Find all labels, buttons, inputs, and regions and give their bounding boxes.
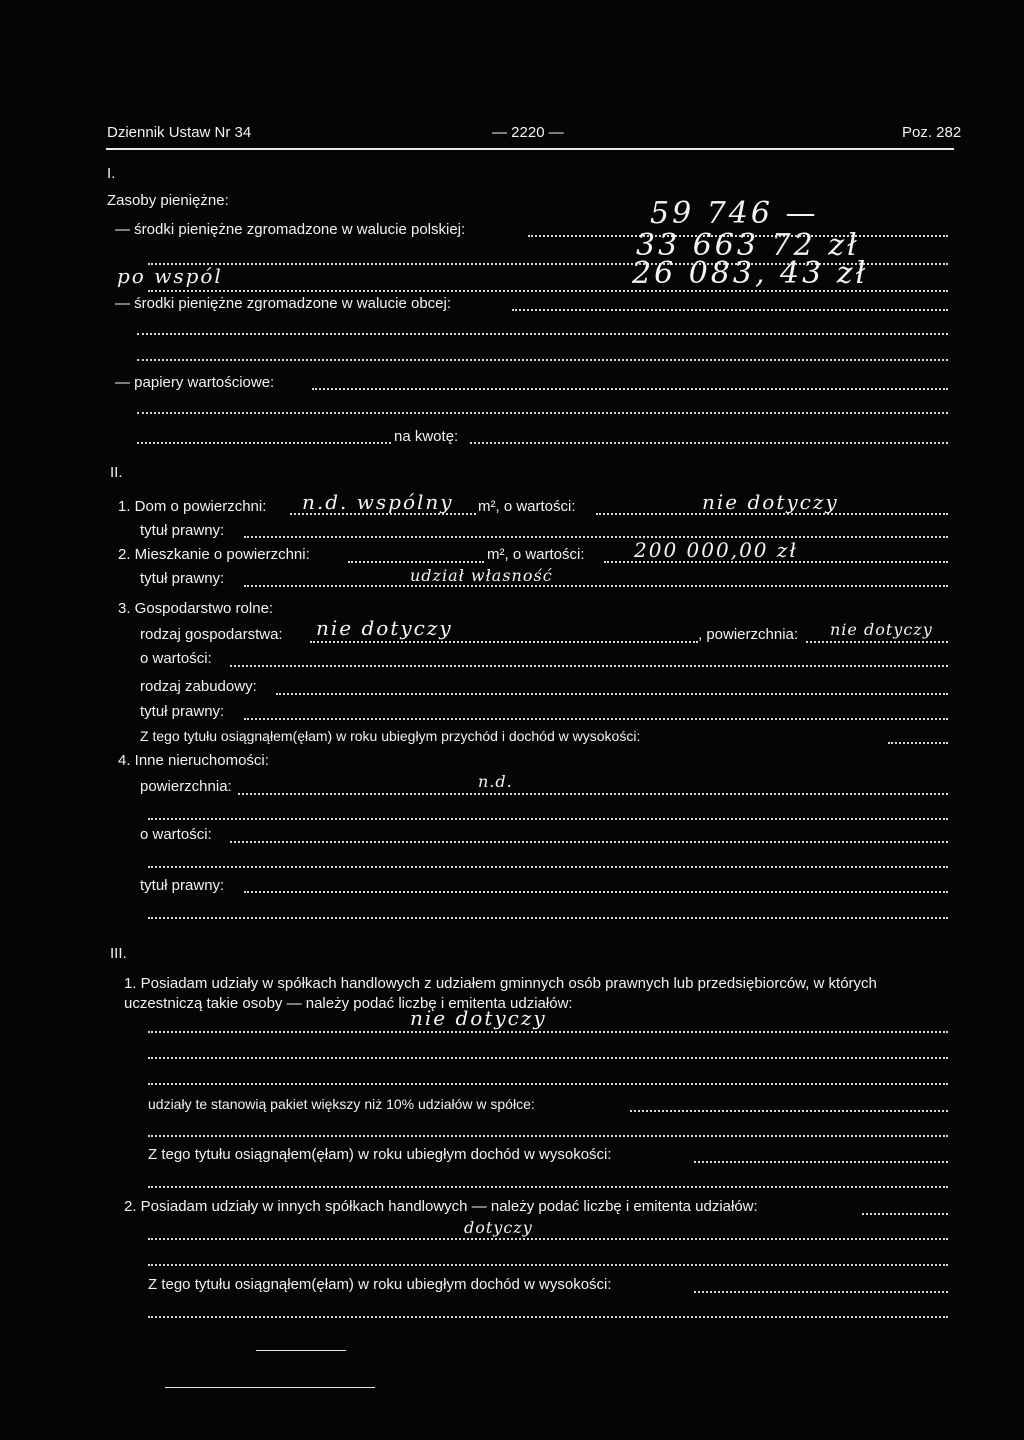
pln-funds-hw-3-prefix: po wspól xyxy=(117,264,223,288)
farm-type-label: rodzaj gospodarstwa: xyxy=(140,626,283,643)
other-value-line xyxy=(230,841,948,843)
other-property-label: 4. Inne nieruchomości: xyxy=(118,752,269,769)
foreign-funds-line-2 xyxy=(137,333,948,335)
foreign-funds-label: — środki pieniężne zgromadzone w walucie obcej: xyxy=(115,295,452,312)
securities-amount-line-pre xyxy=(137,442,391,444)
flat-label: 2. Mieszkanie o powierzchni: xyxy=(118,546,310,563)
other-area-hw: n.d. xyxy=(478,772,513,791)
shares-other-text: 2. Posiadam udziały w innych spółkach handlowych — należy podać liczbę i emitenta udziałów: xyxy=(124,1198,758,1215)
shares-other-income-line xyxy=(694,1291,948,1293)
flat-value-hw: 200 000,00 zł xyxy=(634,538,798,562)
other-area-line-2 xyxy=(148,818,948,820)
flat-title-line xyxy=(244,585,948,587)
header-page-number: — 2220 — xyxy=(492,124,564,141)
house-unit-label: m², o wartości: xyxy=(478,498,576,515)
farm-buildings-line xyxy=(276,693,948,695)
shares-municipal-income-label: Z tego tytułu osiągnąłem(ęłam) w roku ubiegłym dochód w wysokości: xyxy=(148,1146,612,1163)
shares-over10-line-2 xyxy=(148,1135,948,1137)
shares-municipal-income-line xyxy=(694,1161,948,1163)
securities-label: — papiery wartościowe: xyxy=(115,374,275,391)
shares-other-line-1 xyxy=(862,1213,948,1215)
flat-unit-label: m², o wartości: xyxy=(487,546,585,563)
shares-other-line-3 xyxy=(148,1264,948,1266)
bottom-mark-1 xyxy=(256,1350,346,1351)
header-rule xyxy=(106,148,954,150)
pln-funds-hw-2: 33 663 72 zł xyxy=(636,228,860,263)
shares-other-income-label: Z tego tytułu osiągnąłem(ęłam) w roku ubiegłym dochód w wysokości: xyxy=(148,1276,612,1293)
farm-area-hw: nie dotyczy xyxy=(830,620,933,639)
pln-funds-hw-1: 59 746 — xyxy=(650,196,819,231)
foreign-funds-line-1 xyxy=(512,309,948,311)
other-value-line-2 xyxy=(148,866,948,868)
header-journal: Dziennik Ustaw Nr 34 xyxy=(107,124,252,141)
house-title-label: tytuł prawny: xyxy=(140,522,225,539)
other-title-line xyxy=(244,891,948,893)
shares-municipal-line-2 xyxy=(148,1057,948,1059)
farm-value-line xyxy=(230,665,948,667)
header-position: Poz. 282 xyxy=(902,124,962,141)
securities-amount-label: na kwotę: xyxy=(394,428,459,445)
farm-label: 3. Gospodarstwo rolne: xyxy=(118,600,274,617)
shares-over10-label: udziały te stanowią pakiet większy niż 10% udziałów w spółce: xyxy=(148,1096,535,1112)
farm-title-line xyxy=(244,718,948,720)
flat-title-hw: udział własność xyxy=(410,566,553,585)
house-label: 1. Dom o powierzchni: xyxy=(118,498,267,515)
section-2-number: II. xyxy=(110,464,123,481)
flat-title-label: tytuł prawny: xyxy=(140,570,225,587)
house-area-hw: n.d. wspólny xyxy=(302,490,454,514)
other-value-label: o wartości: xyxy=(140,826,212,843)
section-3-number: III. xyxy=(110,945,127,962)
other-title-label: tytuł prawny: xyxy=(140,877,225,894)
securities-line-1 xyxy=(312,388,948,390)
farm-type-hw: nie dotyczy xyxy=(316,616,453,640)
bottom-mark-2 xyxy=(165,1387,375,1388)
farm-income-line xyxy=(888,742,948,744)
shares-municipal-line-3 xyxy=(148,1083,948,1085)
foreign-funds-line-3 xyxy=(137,359,948,361)
farm-income-label: Z tego tytułu osiągnąłem(ęłam) w roku ubiegłym przychód i dochód w wysokości: xyxy=(140,728,641,744)
section-1-number: I. xyxy=(107,165,116,182)
farm-value-label: o wartości: xyxy=(140,650,212,667)
shares-municipal-line-1 xyxy=(148,1031,948,1033)
farm-area-line xyxy=(806,641,948,643)
farm-buildings-label: rodzaj zabudowy: xyxy=(140,678,257,695)
shares-other-income-line-2 xyxy=(148,1316,948,1318)
shares-other-line-2 xyxy=(148,1238,948,1240)
pln-funds-hw-3: 26 083, 43 zł xyxy=(632,256,869,291)
other-title-line-2 xyxy=(148,917,948,919)
pln-funds-label: — środki pieniężne zgromadzone w walucie polskiej: xyxy=(115,221,466,238)
shares-municipal-text: 1. Posiadam udziały w spółkach handlowych z udziałem gminnych osób prawnych lub przedsiębiorców, w których uczestniczą takie osoby — należy podać liczbę i emitenta udziałów: xyxy=(124,975,877,1012)
farm-area-label: , powierzchnia: xyxy=(698,626,799,643)
farm-title-label: tytuł prawny: xyxy=(140,703,225,720)
securities-amount-line xyxy=(470,442,948,444)
shares-over10-line xyxy=(630,1110,948,1112)
farm-type-line xyxy=(310,641,698,643)
shares-municipal-hw: nie dotyczy xyxy=(410,1006,547,1030)
shares-other-hw: dotyczy xyxy=(464,1218,533,1237)
flat-area-line xyxy=(348,561,484,563)
shares-municipal-income-line-2 xyxy=(148,1186,948,1188)
house-value-hw: nie dotyczy xyxy=(702,490,839,514)
section-1-title: Zasoby pieniężne: xyxy=(107,192,229,209)
house-title-line xyxy=(244,536,948,538)
other-area-line xyxy=(238,793,948,795)
other-area-label: powierzchnia: xyxy=(140,778,232,795)
securities-line-2 xyxy=(137,412,948,414)
